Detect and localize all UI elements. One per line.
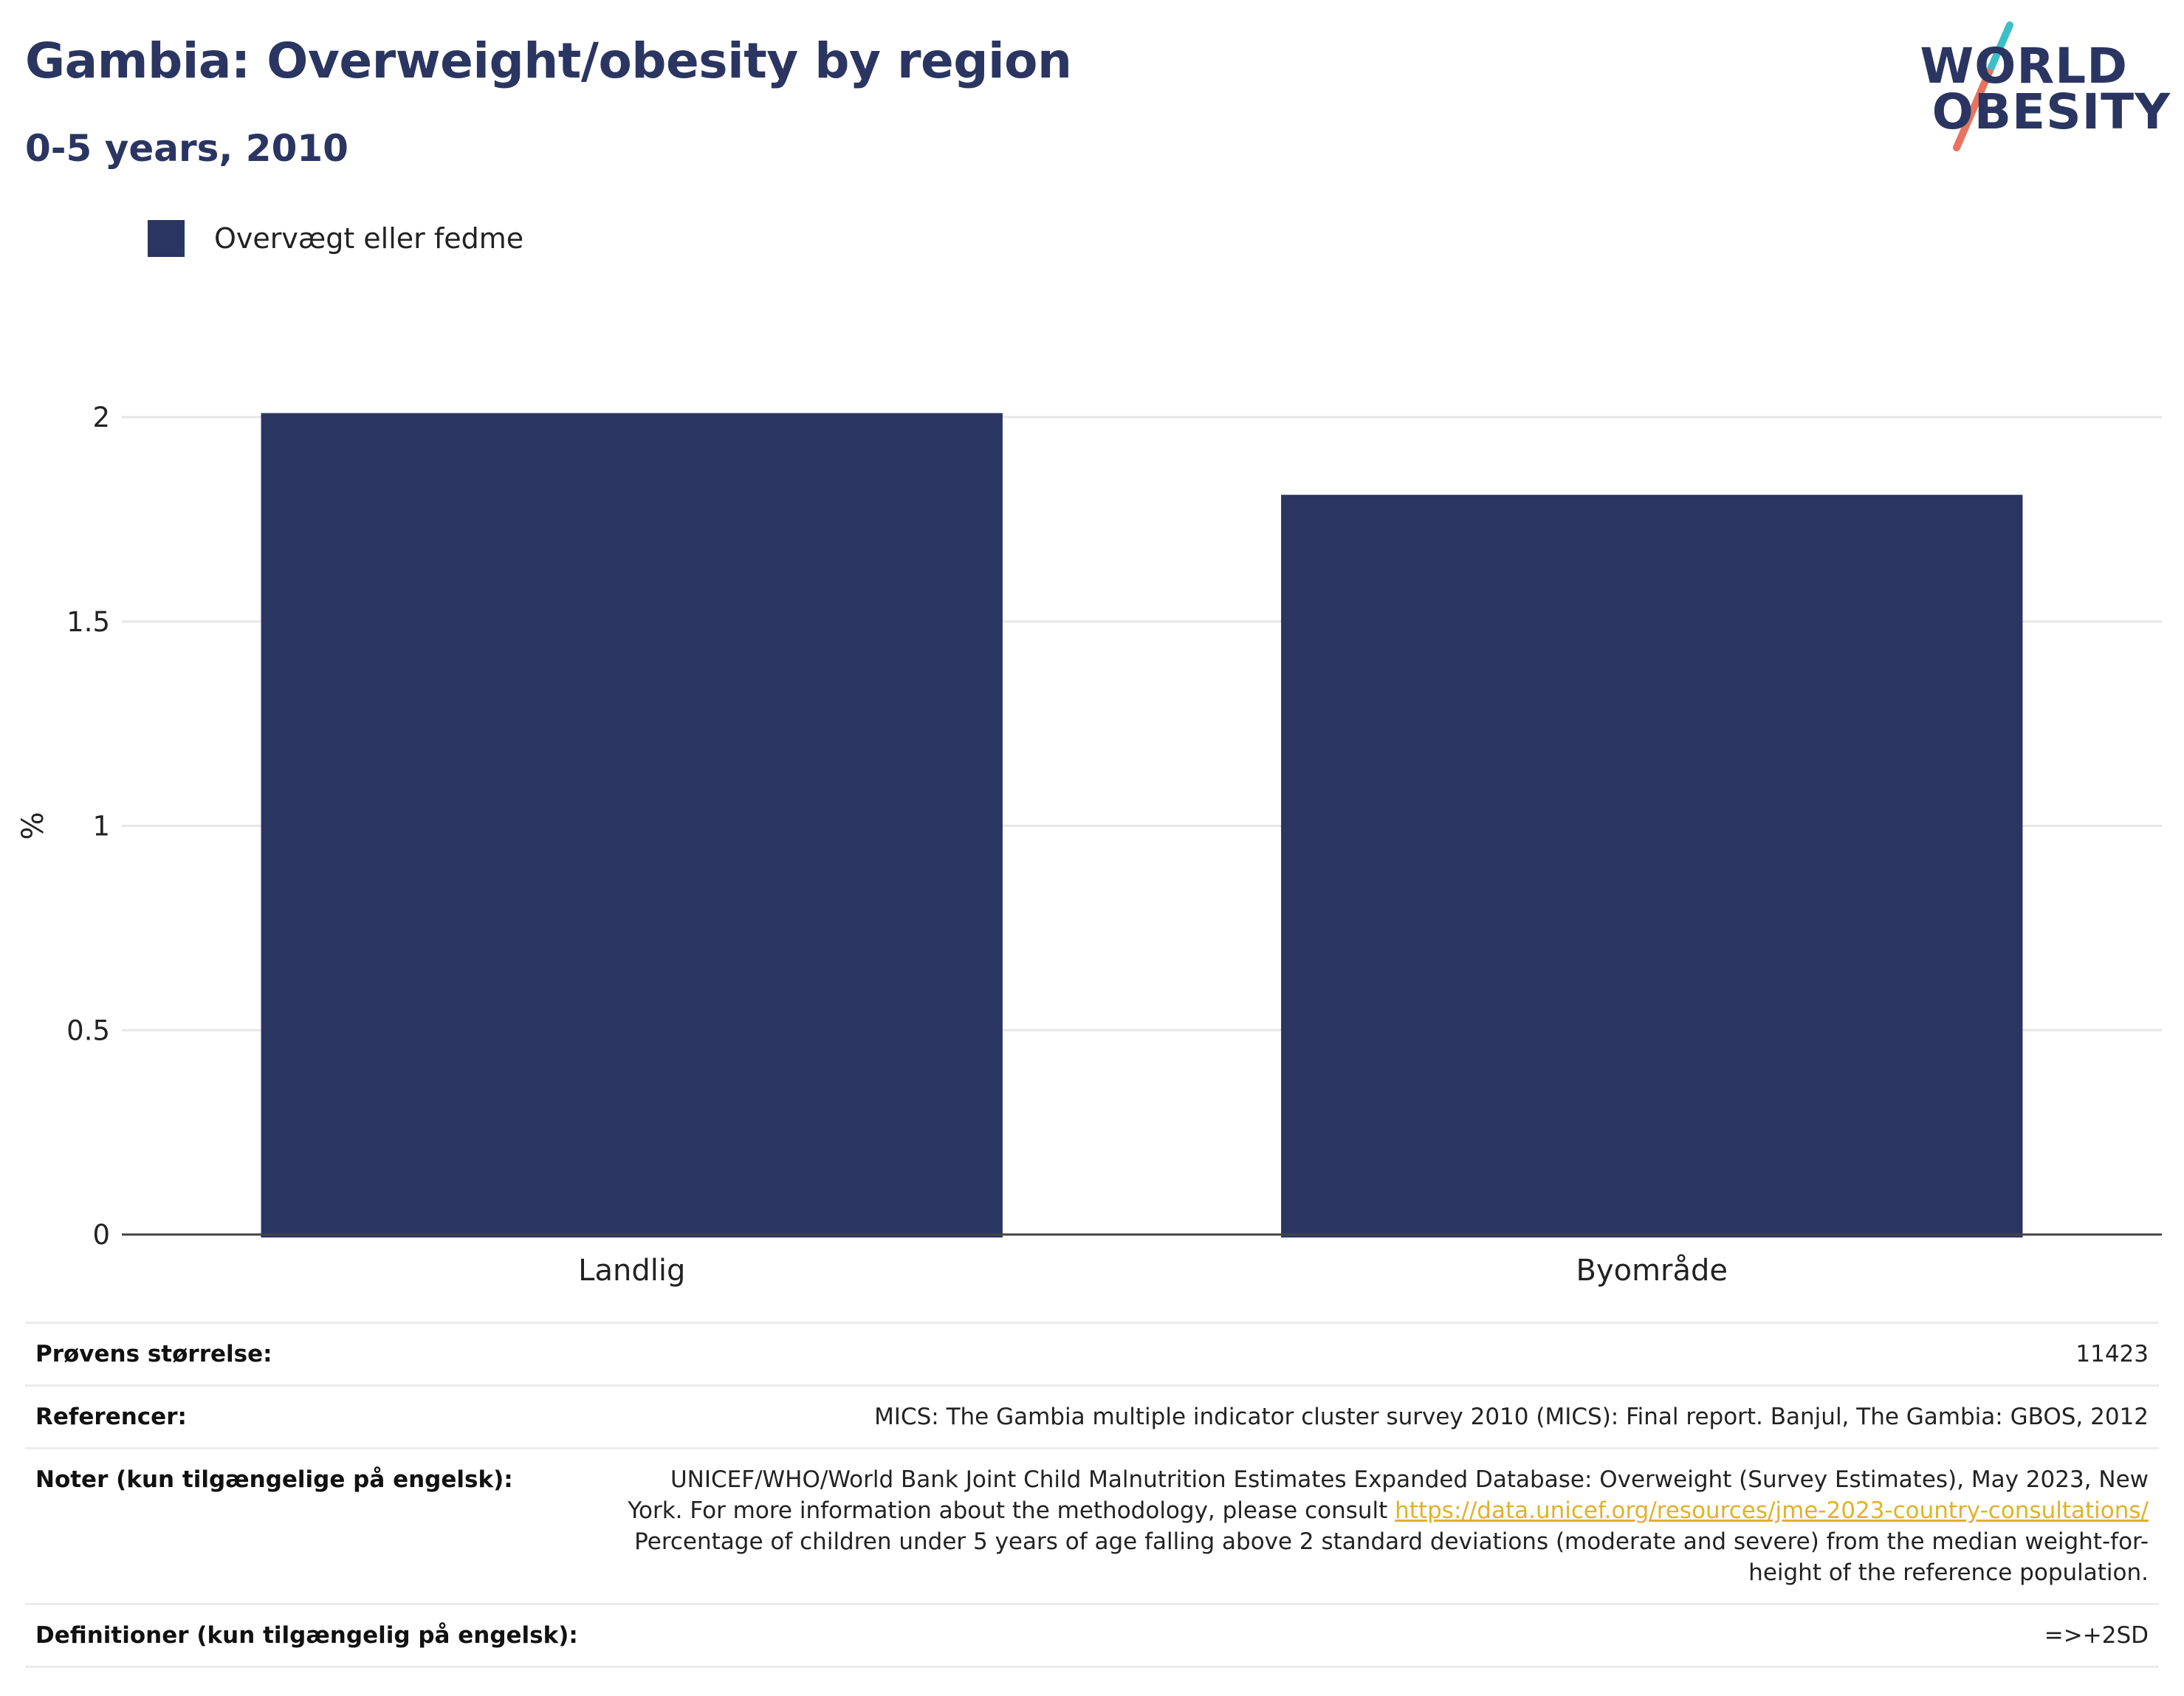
logo-text-world: WORLD <box>1920 38 2128 95</box>
y-tick-label: 0.5 <box>66 1014 110 1047</box>
y-tick-label: 0 <box>92 1219 110 1251</box>
chart-title: Gambia: Overweight/obesity by region <box>25 32 1072 89</box>
definitions-row <box>25 1604 2159 1667</box>
chart-subtitle: 0-5 years, 2010 <box>25 127 348 170</box>
bar-landlig[interactable] <box>261 413 1003 1237</box>
references-row <box>25 1386 2159 1449</box>
notes-value <box>607 1449 2159 1604</box>
notes-link[interactable]: https://data.unicef.org/resources/jme-2023-country-consultations/ <box>1395 1497 2149 1524</box>
definitions-label: Definitioner (kun tilgængelig på engelsk): <box>25 1604 607 1667</box>
x-tick-label: Landlig <box>578 1254 686 1288</box>
notes-text-1: UNICEF/WHO/World Bank Joint Child Malnutrition Estimates Expanded Database: Overweight (Survey Estimates), May 2023, New York. For more information about the methodology, please consult <box>628 1466 2149 1524</box>
notes-row <box>25 1449 2159 1604</box>
sample-size-label: Prøvens størrelse: <box>25 1323 607 1386</box>
metadata-table <box>25 1322 2159 1668</box>
references-value: MICS: The Gambia multiple indicator cluster survey 2010 (MICS): Final report. Banjul, The Gambia: GBOS, 2012 <box>607 1386 2159 1449</box>
sample-size-value: 11423 <box>607 1323 2159 1386</box>
y-axis-label: % <box>16 811 50 840</box>
x-tick-label: Byområde <box>1576 1254 1728 1288</box>
y-tick-label: 1.5 <box>66 605 110 638</box>
definitions-value: =>+2SD <box>607 1604 2159 1667</box>
x-tick-labels <box>578 1254 1728 1288</box>
legend-label: Overvægt eller fedme <box>214 222 524 255</box>
sample-size-row <box>25 1323 2159 1386</box>
y-tick-labels <box>66 402 110 1251</box>
bar-byområde[interactable] <box>1281 495 2022 1237</box>
references-label: Referencer: <box>25 1386 607 1449</box>
y-tick-label: 1 <box>92 810 110 842</box>
notes-text-2: Percentage of children under 5 years of age falling above 2 standard deviations (moderate and severe) from the median weight-for-height of the reference population. <box>634 1528 2149 1586</box>
logo-text-obesity: OBESITY <box>1931 83 2171 140</box>
notes-label: Noter (kun tilgængelige på engelsk): <box>25 1449 607 1604</box>
y-tick-label: 2 <box>92 402 110 433</box>
